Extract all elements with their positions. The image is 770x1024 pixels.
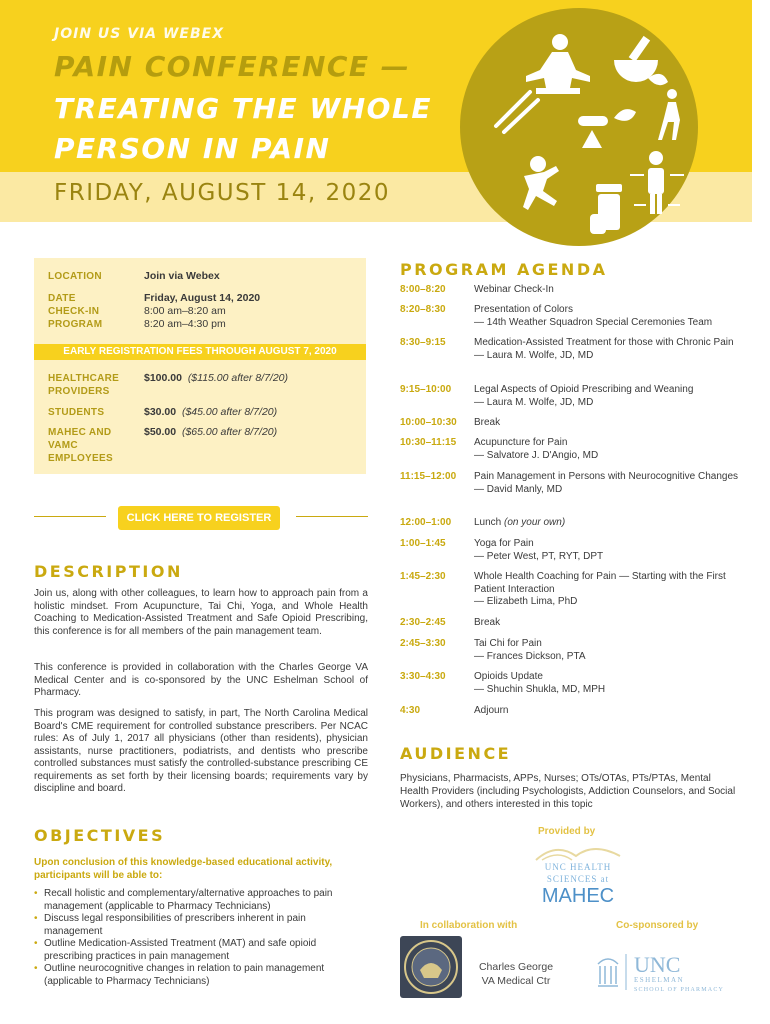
fee-row <box>48 372 288 398</box>
program-value: 8:20 am–4:30 pm <box>144 318 226 330</box>
agenda-item <box>400 705 740 718</box>
agenda-item <box>400 538 740 563</box>
date-label: DATE <box>48 293 76 304</box>
agenda-title: Break <box>474 617 501 628</box>
event-date: FRIDAY, AUGUST 14, 2020 <box>54 180 391 206</box>
acupuncture-needles-icon <box>496 92 538 132</box>
audience-heading: AUDIENCE <box>400 744 512 763</box>
date-row <box>48 292 260 305</box>
objectives-heading: OBJECTIVES <box>34 826 166 845</box>
objectives-intro: Upon conclusion of this knowledge-based educational activity, participants will be able to: <box>34 857 333 881</box>
agenda-title: Opioids Update <box>474 671 543 682</box>
agenda-item <box>400 571 740 609</box>
agenda-time: 3:30–4:30 <box>400 671 446 682</box>
event-info-box <box>34 258 366 474</box>
location-label: LOCATION <box>48 271 102 282</box>
agenda-item <box>400 638 740 663</box>
objectives-list <box>34 888 364 988</box>
collaboration-label: In collaboration with <box>420 920 518 931</box>
agenda-speaker: — 14th Weather Squadron Special Ceremonies Team <box>474 316 713 328</box>
kicker-text: JOIN US VIA WEBEX <box>54 26 225 42</box>
list-item: • Discuss legal responsibilities of prescribers inherent in pain management <box>34 913 364 938</box>
agenda-speaker: — Frances Dickson, PTA <box>474 650 586 662</box>
agenda-title: Yoga for Pain <box>474 538 534 549</box>
agenda-time: 1:45–2:30 <box>400 571 446 582</box>
checkin-value: 8:00 am–8:20 am <box>144 305 226 317</box>
svg-text:UNC: UNC <box>634 952 681 977</box>
checkin-label: CHECK-IN <box>48 306 100 317</box>
agenda-speaker: — David Manly, MD <box>474 483 563 495</box>
scale-icon <box>578 109 636 148</box>
fee-late-price: ($115.00 after 8/7/20) <box>187 372 289 384</box>
unc-eshelman-logo <box>596 950 746 994</box>
agenda-item <box>400 284 740 297</box>
list-item: • Outline Medication-Assisted Treatment (MAT) and safe opioid prescribing practices in pain management <box>34 938 364 963</box>
agenda-title: Medication-Assisted Treatment for those with Chronic Pain <box>474 337 734 348</box>
agenda-item <box>400 471 740 496</box>
agenda-item <box>400 517 740 530</box>
fee-label: VAMC <box>48 440 78 451</box>
fee-price: $30.00 <box>144 406 177 418</box>
agenda-title: Presentation of Colors <box>474 304 573 315</box>
agenda-heading: PROGRAM AGENDA <box>400 260 608 279</box>
fee-price: $50.00 <box>144 426 177 438</box>
icon-circle <box>460 8 698 246</box>
agenda-speaker: — Elizabeth Lima, PhD <box>474 596 578 607</box>
fee-label: MAHEC AND <box>48 427 112 438</box>
agenda-title: Acupuncture for Pain <box>474 437 568 448</box>
description-paragraph: This conference is provided in collaboration with the Charles George VA Medical Center and is co-sponsored by the UNC Eshelman School of Pharmacy. <box>34 662 368 698</box>
agenda-time: 11:15–12:00 <box>400 471 457 482</box>
agenda-speaker: — Peter West, PT, RYT, DPT <box>474 550 604 562</box>
agenda-item <box>400 384 740 409</box>
agenda-item <box>400 437 740 462</box>
agenda-item <box>400 617 740 630</box>
agenda-title: Webinar Check-In <box>474 284 554 295</box>
agenda-title: Whole Health Coaching for Pain — Starting with the First Patient Interaction <box>474 571 726 595</box>
tai-chi-icon <box>658 89 680 140</box>
fee-row <box>48 406 277 419</box>
title-line-3: PERSON IN PAIN <box>54 132 331 165</box>
fee-label: STUDENTS <box>48 407 105 418</box>
meditation-icon <box>526 34 590 94</box>
list-item: • Outline neurocognitive changes in relation to pain management (applicable to Pharmacy Technicians) <box>34 963 364 988</box>
svg-text:SCIENCES at: SCIENCES at <box>546 874 610 884</box>
fee-row <box>48 426 277 465</box>
agenda-time: 8:20–8:30 <box>400 304 446 315</box>
description-heading: DESCRIPTION <box>34 562 183 581</box>
provided-by-label: Provided by <box>538 826 596 837</box>
agenda-time: 9:15–10:00 <box>400 384 452 395</box>
mortar-pestle-icon <box>614 36 668 85</box>
agenda-title: Pain Management in Persons with Neurocognitive Changes <box>474 471 739 482</box>
agenda-title: Tai Chi for Pain <box>474 638 542 649</box>
divider-line <box>296 516 368 517</box>
checkin-row <box>48 305 226 318</box>
fee-label: PROVIDERS <box>48 386 110 397</box>
svg-text:UNC HEALTH: UNC HEALTH <box>544 862 612 872</box>
date-value: Friday, August 14, 2020 <box>144 292 261 304</box>
program-row <box>48 318 226 331</box>
agenda-time: 10:00–10:30 <box>400 417 457 428</box>
agenda-time: 1:00–1:45 <box>400 538 446 549</box>
agenda-title: Adjourn <box>474 705 509 716</box>
agenda-time: 2:30–2:45 <box>400 617 446 628</box>
description-paragraph: This program was designed to satisfy, in part, The North Carolina Medical Board's CME requirement for controlled substance prescribers. Per NCAC rules: As of July 1, 2017 all physicians (other than residents), physician assistants, nurse practitioners, podiatrists, and dentists who prescribe controlled substances must satisfy the controlled-substance prescribing CE requirements as set forth by their licensing boards; requirements vary by discipline and board. <box>34 708 368 794</box>
svg-text:SCHOOL OF PHARMACY: SCHOOL OF PHARMACY <box>634 987 725 993</box>
agenda-speaker: — Laura M. Wolfe, JD, MD <box>474 349 594 361</box>
description-paragraph: Join us, along with other colleagues, to learn how to approach pain from a holistic mindset. From Acupuncture, Tai Chi, Yoga, and Whole Health Coaching to Medication-Assisted Treatment and Safe Opioid Prescribing, this conference is for all members of the pain management team. <box>34 588 368 637</box>
agenda-time: 8:00–8:20 <box>400 284 446 295</box>
agenda-item <box>400 417 740 430</box>
cosponsor-label: Co-sponsored by <box>616 920 699 931</box>
agenda-time: 4:30 <box>400 705 421 716</box>
agenda-speaker: — Laura M. Wolfe, JD, MD <box>474 396 594 408</box>
agenda-time: 2:45–3:30 <box>400 638 446 649</box>
pill-bottle-icon <box>590 184 622 234</box>
title-line-1: PAIN CONFERENCE — <box>54 50 411 83</box>
title-line-2: TREATING THE WHOLE <box>54 92 432 125</box>
agenda-time: 12:00–1:00 <box>400 517 452 528</box>
agenda-time: 10:30–11:15 <box>400 437 457 448</box>
agenda-item <box>400 337 740 362</box>
fee-late-price: ($45.00 after 8/7/20) <box>181 406 278 418</box>
agenda-item <box>400 671 740 696</box>
va-medical-center-name: Charles George VA Medical Ctr <box>478 961 554 987</box>
agenda-title: Break <box>474 417 501 428</box>
agenda-title: Legal Aspects of Opioid Prescribing and Weaning <box>474 384 694 395</box>
divider-line <box>34 516 106 517</box>
fee-label: EMPLOYEES <box>48 453 113 464</box>
register-button[interactable]: CLICK HERE TO REGISTER <box>118 506 280 530</box>
fee-late-price: ($65.00 after 8/7/20) <box>181 426 278 438</box>
audience-text: Physicians, Pharmacists, APPs, Nurses; OTs/OTAs, PTs/PTAs, Mental Health Providers (including Psychologists, Addiction Counselors, and Social Workers), and others interested in this topic <box>400 773 736 810</box>
svg-text:ESHELMAN: ESHELMAN <box>634 976 685 984</box>
svg-text:MAHEC: MAHEC <box>541 885 615 906</box>
mahec-logo <box>528 840 628 906</box>
fee-price: $100.00 <box>144 372 182 384</box>
agenda-speaker: — Salvatore J. D'Angio, MD <box>474 449 599 461</box>
location-row <box>48 270 220 283</box>
agenda-speaker: — Shuchin Shukla, MD, MPH <box>474 683 606 695</box>
program-label: PROGRAM <box>48 319 103 330</box>
agenda-time: 8:30–9:15 <box>400 337 446 348</box>
list-item: • Recall holistic and complementary/alternative approaches to pain management (applicable to Pharmacy Technicians) <box>34 888 364 913</box>
va-seal-logo <box>400 936 462 998</box>
body-pain-icon <box>630 151 684 214</box>
agenda-title: Lunch <box>474 517 502 528</box>
agenda-item <box>400 304 740 329</box>
yoga-pose-icon <box>523 156 559 210</box>
fees-heading: EARLY REGISTRATION FEES THROUGH AUGUST 7, 2020 <box>34 344 366 360</box>
fee-label: HEALTHCARE <box>48 373 120 384</box>
agenda-title-note: (on your own) <box>504 517 566 528</box>
location-value: Join via Webex <box>144 270 220 282</box>
